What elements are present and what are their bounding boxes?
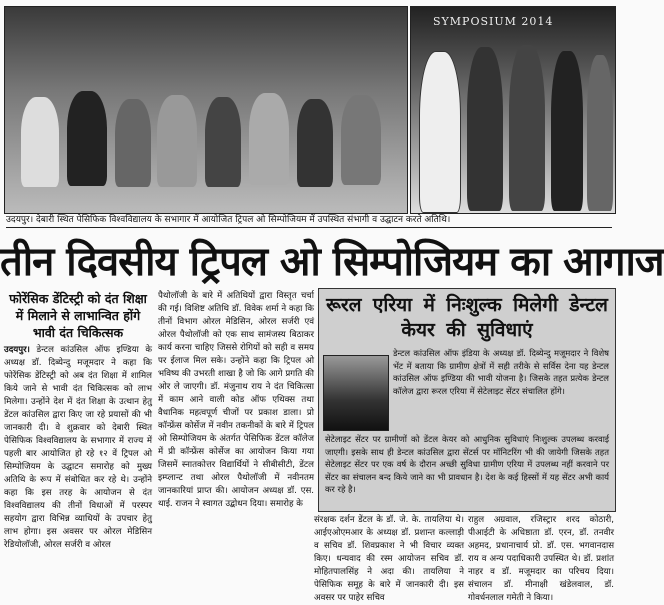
article-column-3b bbox=[468, 514, 614, 603]
box-title: रूरल एरिया में निःशुल्क मिलेगी डेन्टल केयर की सुविधाएं bbox=[326, 294, 608, 341]
inauguration-photo bbox=[410, 6, 616, 214]
article-body-2: पैथोलॉजी के बारे में अतिथियों द्वारा विस्तृत चर्चा की गई। विशिष्ट अतिथि डॉ. विवेक शर्मा ने कहा कि तीनों विभाग ओरल मेडिसिन, ओरल सर्जरी एवं ओरल पैथोलॉजी को एक साथ सामंजस्य बिठाकर कार्य करना चाहिए जिससे रोगियों को सही व समय पर ईलाज मिल सके। उन्होंने कहा कि ट्रिपल ओ भविष्य की उभरती शाखा है जो कि आगे प्रगति की ओर ले जाएगी। डॉ. मंजुनाथ राय ने दंत चिकित्सा में काम आने वाली कोड ऑफ एथिक्स तथा वैधानिक महत्वपूर्ण चीजों पर प्रकाश डाला। प्रो कॉन्फ्रेंस कोर्सेज में नवीन तकनीकों के बारे में ट्रिपल ओ सिम्पोजियम के अंतर्गत पेसिफिक डेंटल कॉलेज में प्री कॉन्फ्रेंस कोर्सेज का आयोजन किया गया जिसमें स्नातकोत्तर विद्यार्थियों ने सीबीसीटी, डेंटल इम्प्लान्ट तथा ओरल पैथोलॉजी में नवीनतम जानकारियां प्राप्त की। आयोजन अध्यक्ष डॉ. एस. थाई. राजन ने स्वागत उद्बोधन दिया। समारोह के bbox=[158, 291, 314, 509]
article-body-3b: राहुल अग्रवाल, रजिस्ट्रार शरद कोठारी, पीआईटी के अधिष्ठाता डॉ. एरन, डॉ. तनवीर अहमद, प्रधानाचार्य प्रो. डॉ. एस. भगवानदास राय व अन्य पदाधिकारी उपस्थित थे। डॉ. प्रशांत नाहर व डॉ. मजूमदार का परिचय दिया। संचालन डॉ. मीनाक्षी खंडेलवाल, डॉ. गोवर्धनलाल गमेती ने किया। bbox=[468, 515, 614, 603]
box-body-bottom: सेटेलाइट सेंटर पर ग्रामीणों को डेंटल केयर को आधुनिक सुविधाएं निःशुल्क उपलब्ध करवाई जाएगी। इसके साथ ही डेन्टल कांउसिल द्वारा सेंटर्स पर मॉनिटरिंग भी की जायेगी जिसके तहत सेटेलाइट सेंटर पर एक वर्ष के दौरान अच्छी सुविधा ग्रामीण एरिया में उपलब्ध नहीं करवाने पर सेंटर का संचालन बन्द किये जाने का भी प्रावधान है। देश के कई हिस्सों में यह सेंटर अभी कार्य कर रहे है। bbox=[325, 434, 609, 494]
article-body-3a: संरक्षक दर्शन डेंटल के डॉ. जे. के. तायलिया थे। आईएओएमआर के अध्यक्ष डॉ. प्रशान्त कल्लाड़ी व सचिव डॉ. शिवप्रकाश ने भी विचार व्यक्त किए। धन्यवाद की रस्म आयोजन सचिव डॉ. मोहितपालसिंह ने अदा की। तायलिया ने पेसिफिक समूह के बारे में जानकारी दी। इस अवसर पर पाहेर सचिव bbox=[314, 515, 464, 603]
article-body-1: डेन्टल कांउसिल ऑफ इण्डिया के अध्यक्ष डॉ. दिब्येन्दु मजूमदार ने कहा कि फोरेंसिक डेंटिस्ट्री को अब दंत शिक्षा में शामिल किये जाने से भावी दंत चिकित्सक को लाभ मिलेगा। उन्होंने देश में दंत शिक्षा के उत्थान हेतु डेंटल कांउसिल द्वारा किए जा रहे प्रयासों की भी जानकारी दी। वे शुक्रवार को देबारी स्थित पेसिफिक विश्वविद्यालय के सभागार में राज्य में पहली बार आयोजित हो रहे १२ वें ट्रिपल ओ सिम्पोजियम के उद्घाटन समारोह को मुख्य अतिथि के रूप में संबोधित कर रहे थे। उन्होंने कहा कि इस तरह के आयोजन से दंत विश्वविद्यालय की तीनों विधाओं में परस्पर सहयोग द्वारा विभिन्न व्याधियों के उपचार हेतु लाभ होगा। इस अवसर पर ओरल मेडिसिन रेडियोलॉजी, ओरल सर्जरी व ओरल bbox=[4, 345, 152, 550]
article-column-1 bbox=[4, 290, 152, 580]
portrait-photo bbox=[323, 355, 389, 431]
dateline: उदयपुर। bbox=[4, 345, 30, 355]
article-subhead: फोरेंसिक डेंटिस्ट्री को दंत शिक्षा में मिलाने से लाभान्वित होंगे भावी दंत चिकित्सक bbox=[9, 291, 147, 340]
article-column-2 bbox=[158, 290, 314, 580]
main-headline: तीन दिवसीय ट्रिपल ओ सिम्पोजियम का आगाज bbox=[0, 239, 664, 285]
rural-dental-box bbox=[318, 288, 616, 512]
article-column-3a bbox=[314, 514, 464, 603]
audience-photo bbox=[4, 6, 408, 214]
box-body-top: डेन्टल कांउसिल ऑफ इंडिया के अध्यक्ष डॉ. दिब्येन्दु मजूमदार ने विशेष भेंट में बताया कि ग्रामीण क्षेत्रों में सही तरीके से सर्विस देना यह डेन्टल कांउसिल ऑफ इण्डिया की भावी योजना है। जिसके तहत प्रत्येक डेन्टल कॉलेज द्वारा रूरल एरिया में सेटेलाइट सेंटर संचालित होंगे। bbox=[393, 348, 609, 396]
photo-banner-text: SYMPOSIUM 2014 bbox=[433, 15, 554, 28]
photo-caption: उदयपुर। देबारी स्थित पेसिफिक विश्वविद्यालय के सभागार में आयोजित ट्रिपल ओ सिम्पोजियम में उपस्थित संभागी व उद्घाटन करते अतिथि। bbox=[6, 213, 612, 228]
